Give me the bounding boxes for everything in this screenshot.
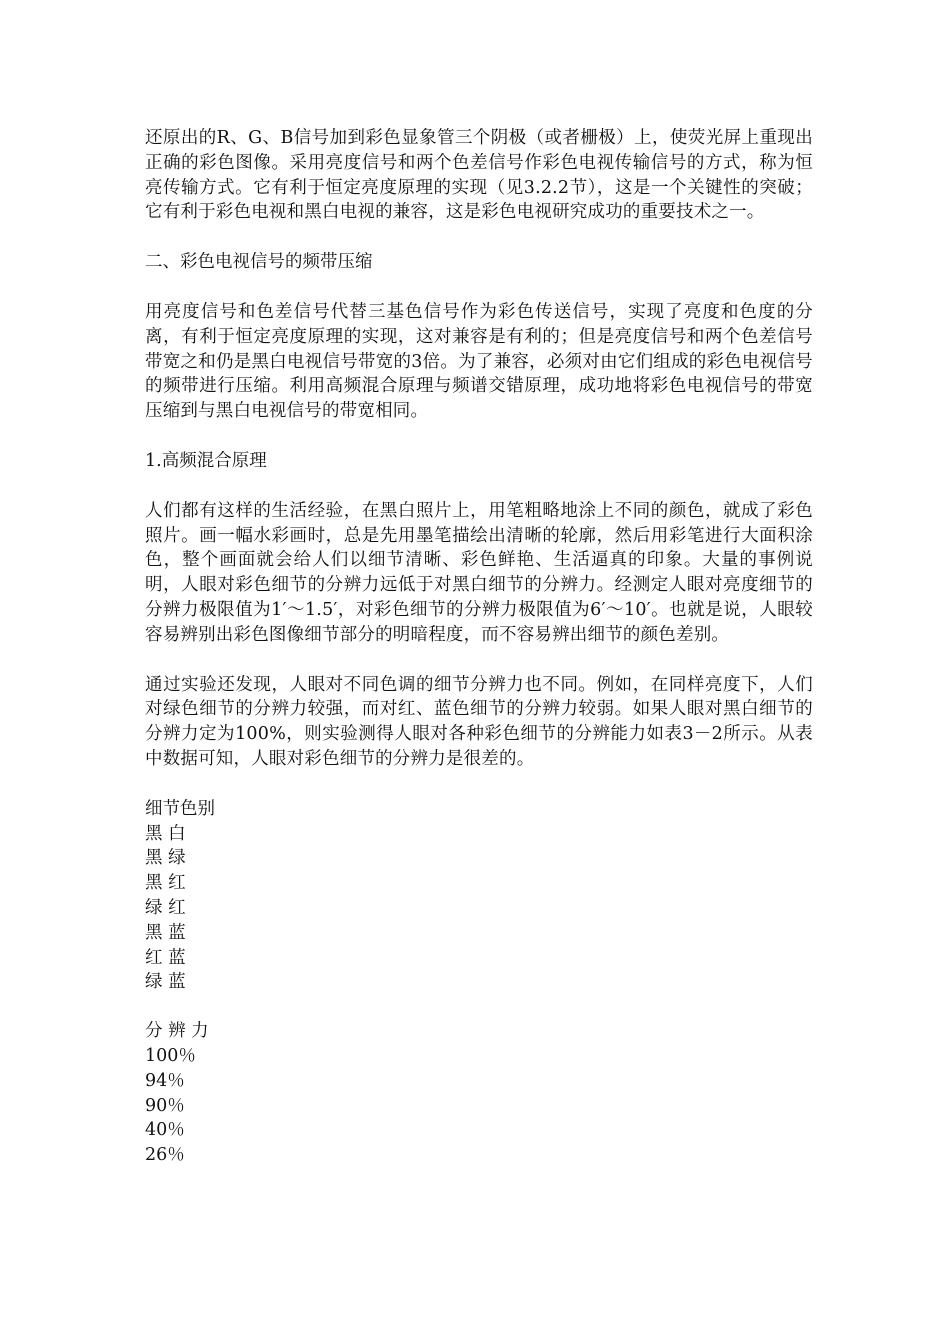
resolution-item: 26％ [145, 1145, 185, 1166]
resolution-header: 分 辨 力 [145, 1021, 209, 1042]
resolution-item: 40％ [145, 1120, 185, 1141]
color-category-item: 绿 蓝 [145, 972, 186, 993]
color-category-item: 黑 白 [145, 823, 186, 844]
paragraph-2: 用亮度信号和色差信号代替三基色信号作为彩色传送信号，实现了亮度和色度的分离，有利于恒定亮度原理的实现，这对兼容是有利的；但是亮度信号和两个色差信号带宽之和仍是黑白电视信号带宽的3倍。为了兼容，必须对由它们组成的彩色电视信号的频带进行压缩。利用高频混合原理与频谱交错原理，成功地将彩色电视信号的带宽压缩到与黑白电视信号的带宽相同。 [145, 301, 813, 422]
subsection-heading-1: 1.高频混合原理 [145, 450, 267, 471]
paragraph-1: 还原出的R、G、B信号加到彩色显象管三个阴极（或者栅极）上，使荧光屏上重现出正确的彩色图像。采用亮度信号和两个色差信号作彩色电视传输信号的方式，称为恒亮传输方式。它有利于恒定亮度原理的实现（见3.2.2节），这是一个关键性的突破；它有利于彩色电视和黑白电视的兼容，这是彩色电视研究成功的重要技术之一。 [145, 128, 813, 223]
resolution-item: 94％ [145, 1070, 185, 1091]
resolution-item: 90％ [145, 1095, 185, 1116]
section-heading-2: 二、彩色电视信号的频带压缩 [145, 252, 373, 273]
resolution-item: 100％ [145, 1045, 196, 1066]
color-category-item: 红 蓝 [145, 947, 186, 968]
color-category-item: 黑 绿 [145, 848, 186, 869]
color-category-header: 细节色别 [145, 798, 215, 819]
color-category-item: 黑 蓝 [145, 922, 186, 943]
paragraph-3: 人们都有这样的生活经验，在黑白照片上，用笔粗略地涂上不同的颜色，就成了彩色照片。画一幅水彩画时，总是先用墨笔描绘出清晰的轮廓，然后用彩笔进行大面积涂色，整个画面就会给人们以细节清晰、彩色鲜艳、生活逼真的印象。大量的事例说明，人眼对彩色细节的分辨力远低于对黑白细节的分辨力。经测定人眼对亮度细节的分辨力极限值为1′～1.5′，对彩色细节的分辨力极限值为6′～10′。也就是说，人眼较容易辨别出彩色图像细节部分的明暗程度，而不容易辨出细节的颜色差别。 [145, 500, 813, 645]
color-category-list [145, 797, 813, 995]
resolution-list [145, 1019, 813, 1168]
document-page [145, 126, 813, 1192]
paragraph-4: 通过实验还发现，人眼对不同色调的细节分辨力也不同。例如，在同样亮度下，人们对绿色细节的分辨力较强，而对红、蓝色细节的分辨力较弱。如果人眼对黑白细节的分辨力定为100%，则实验测得人眼对各种彩色细节的分辨能力如表3－2所示。从表中数据可知，人眼对彩色细节的分辨力是很差的。 [145, 674, 813, 769]
color-category-item: 黑 红 [145, 873, 186, 894]
color-category-item: 绿 红 [145, 897, 186, 918]
